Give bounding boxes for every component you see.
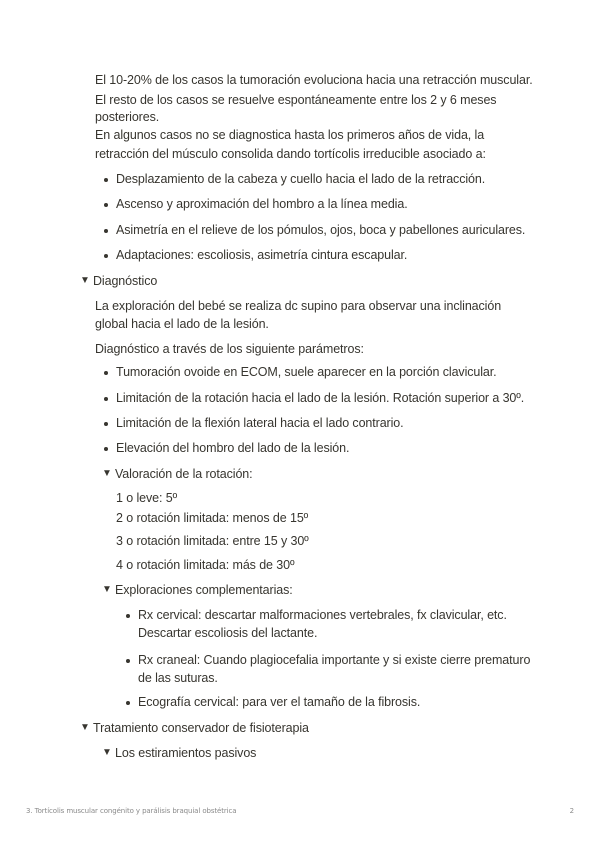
bullet-dot: [104, 203, 108, 207]
valoracion-item: 3 o rotación limitada: entre 15 y 30º: [116, 534, 309, 548]
intro-line-1: El 10-20% de los casos la tumoración evoluciona hacia una retracción muscular.: [95, 73, 533, 87]
intro-line-5: retracción del músculo consolida dando tortícolis irreducible asociado a:: [95, 147, 486, 161]
toggle-triangle-icon[interactable]: ▼: [102, 468, 112, 479]
footer-title: 3. Tortícolis muscular congénito y parálisis braquial obstétrica: [26, 807, 237, 815]
bullet-dot: [104, 254, 108, 258]
page-footer: [26, 802, 574, 820]
toggle-diagnostico[interactable]: Diagnóstico: [93, 274, 158, 288]
diagnostico-para-1-line-2: global hacia el lado de la lesión.: [95, 317, 269, 331]
toggle-valoracion-rotacion[interactable]: Valoración de la rotación:: [115, 467, 253, 481]
list-item: Elevación del hombro del lado de la lesión.: [116, 441, 350, 455]
rx-craneal-line-1: Rx craneal: Cuando plagiocefalia importante y si existe cierre prematuro: [138, 653, 531, 667]
toggle-triangle-icon[interactable]: ▼: [102, 584, 112, 595]
rx-craneal-line-2: de las suturas.: [138, 671, 218, 685]
bullet-dot: [104, 178, 108, 182]
valoracion-item: 1 o leve: 5º: [116, 491, 178, 505]
bullet-dot: [104, 371, 108, 375]
bullet-dot: [104, 397, 108, 401]
page-number: 2: [569, 807, 574, 815]
toggle-triangle-icon[interactable]: ▼: [80, 722, 90, 733]
list-item: Desplazamiento de la cabeza y cuello hacia el lado de la retracción.: [116, 172, 486, 186]
list-item: Adaptaciones: escoliosis, asimetría cintura escapular.: [116, 248, 408, 262]
toggle-estiramientos[interactable]: Los estiramientos pasivos: [115, 746, 257, 760]
diagnostico-para-1-line-1: La exploración del bebé se realiza dc supino para observar una inclinación: [95, 299, 502, 313]
toggle-triangle-icon[interactable]: ▼: [80, 275, 90, 286]
list-item: Ascenso y aproximación del hombro a la línea media.: [116, 197, 408, 211]
bullet-dot: [104, 229, 108, 233]
bullet-dot: [126, 701, 130, 705]
toggle-triangle-icon[interactable]: ▼: [102, 747, 112, 758]
list-item: Limitación de la flexión lateral hacia el lado contrario.: [116, 416, 404, 430]
bullet-dot: [104, 447, 108, 451]
list-item: Tumoración ovoide en ECOM, suele aparecer en la porción clavicular.: [116, 365, 497, 379]
bullet-dot: [126, 659, 130, 663]
ecografia-item: Ecografía cervical: para ver el tamaño de la fibrosis.: [138, 695, 421, 709]
valoracion-item: 2 o rotación limitada: menos de 15º: [116, 511, 309, 525]
intro-line-2: El resto de los casos se resuelve espontáneamente entre los 2 y 6 meses: [95, 93, 497, 107]
bullet-dot: [126, 614, 130, 618]
intro-line-4: En algunos casos no se diagnostica hasta los primeros años de vida, la: [95, 128, 485, 142]
bullet-dot: [104, 422, 108, 426]
diagnostico-para-2: Diagnóstico a través de los siguiente parámetros:: [95, 342, 364, 356]
rx-cervical-line-2: Descartar escoliosis del lactante.: [138, 626, 318, 640]
toggle-tratamiento[interactable]: Tratamiento conservador de fisioterapia: [93, 721, 309, 735]
list-item: Asimetría en el relieve de los pómulos, ojos, boca y pabellones auriculares.: [116, 223, 526, 237]
valoracion-item: 4 o rotación limitada: más de 30º: [116, 558, 295, 572]
toggle-exploraciones[interactable]: Exploraciones complementarias:: [115, 583, 293, 597]
rx-cervical-line-1: Rx cervical: descartar malformaciones vertebrales, fx clavicular, etc.: [138, 608, 507, 622]
intro-line-3: posteriores.: [95, 110, 160, 124]
list-item: Limitación de la rotación hacia el lado de la lesión. Rotación superior a 30º.: [116, 391, 525, 405]
